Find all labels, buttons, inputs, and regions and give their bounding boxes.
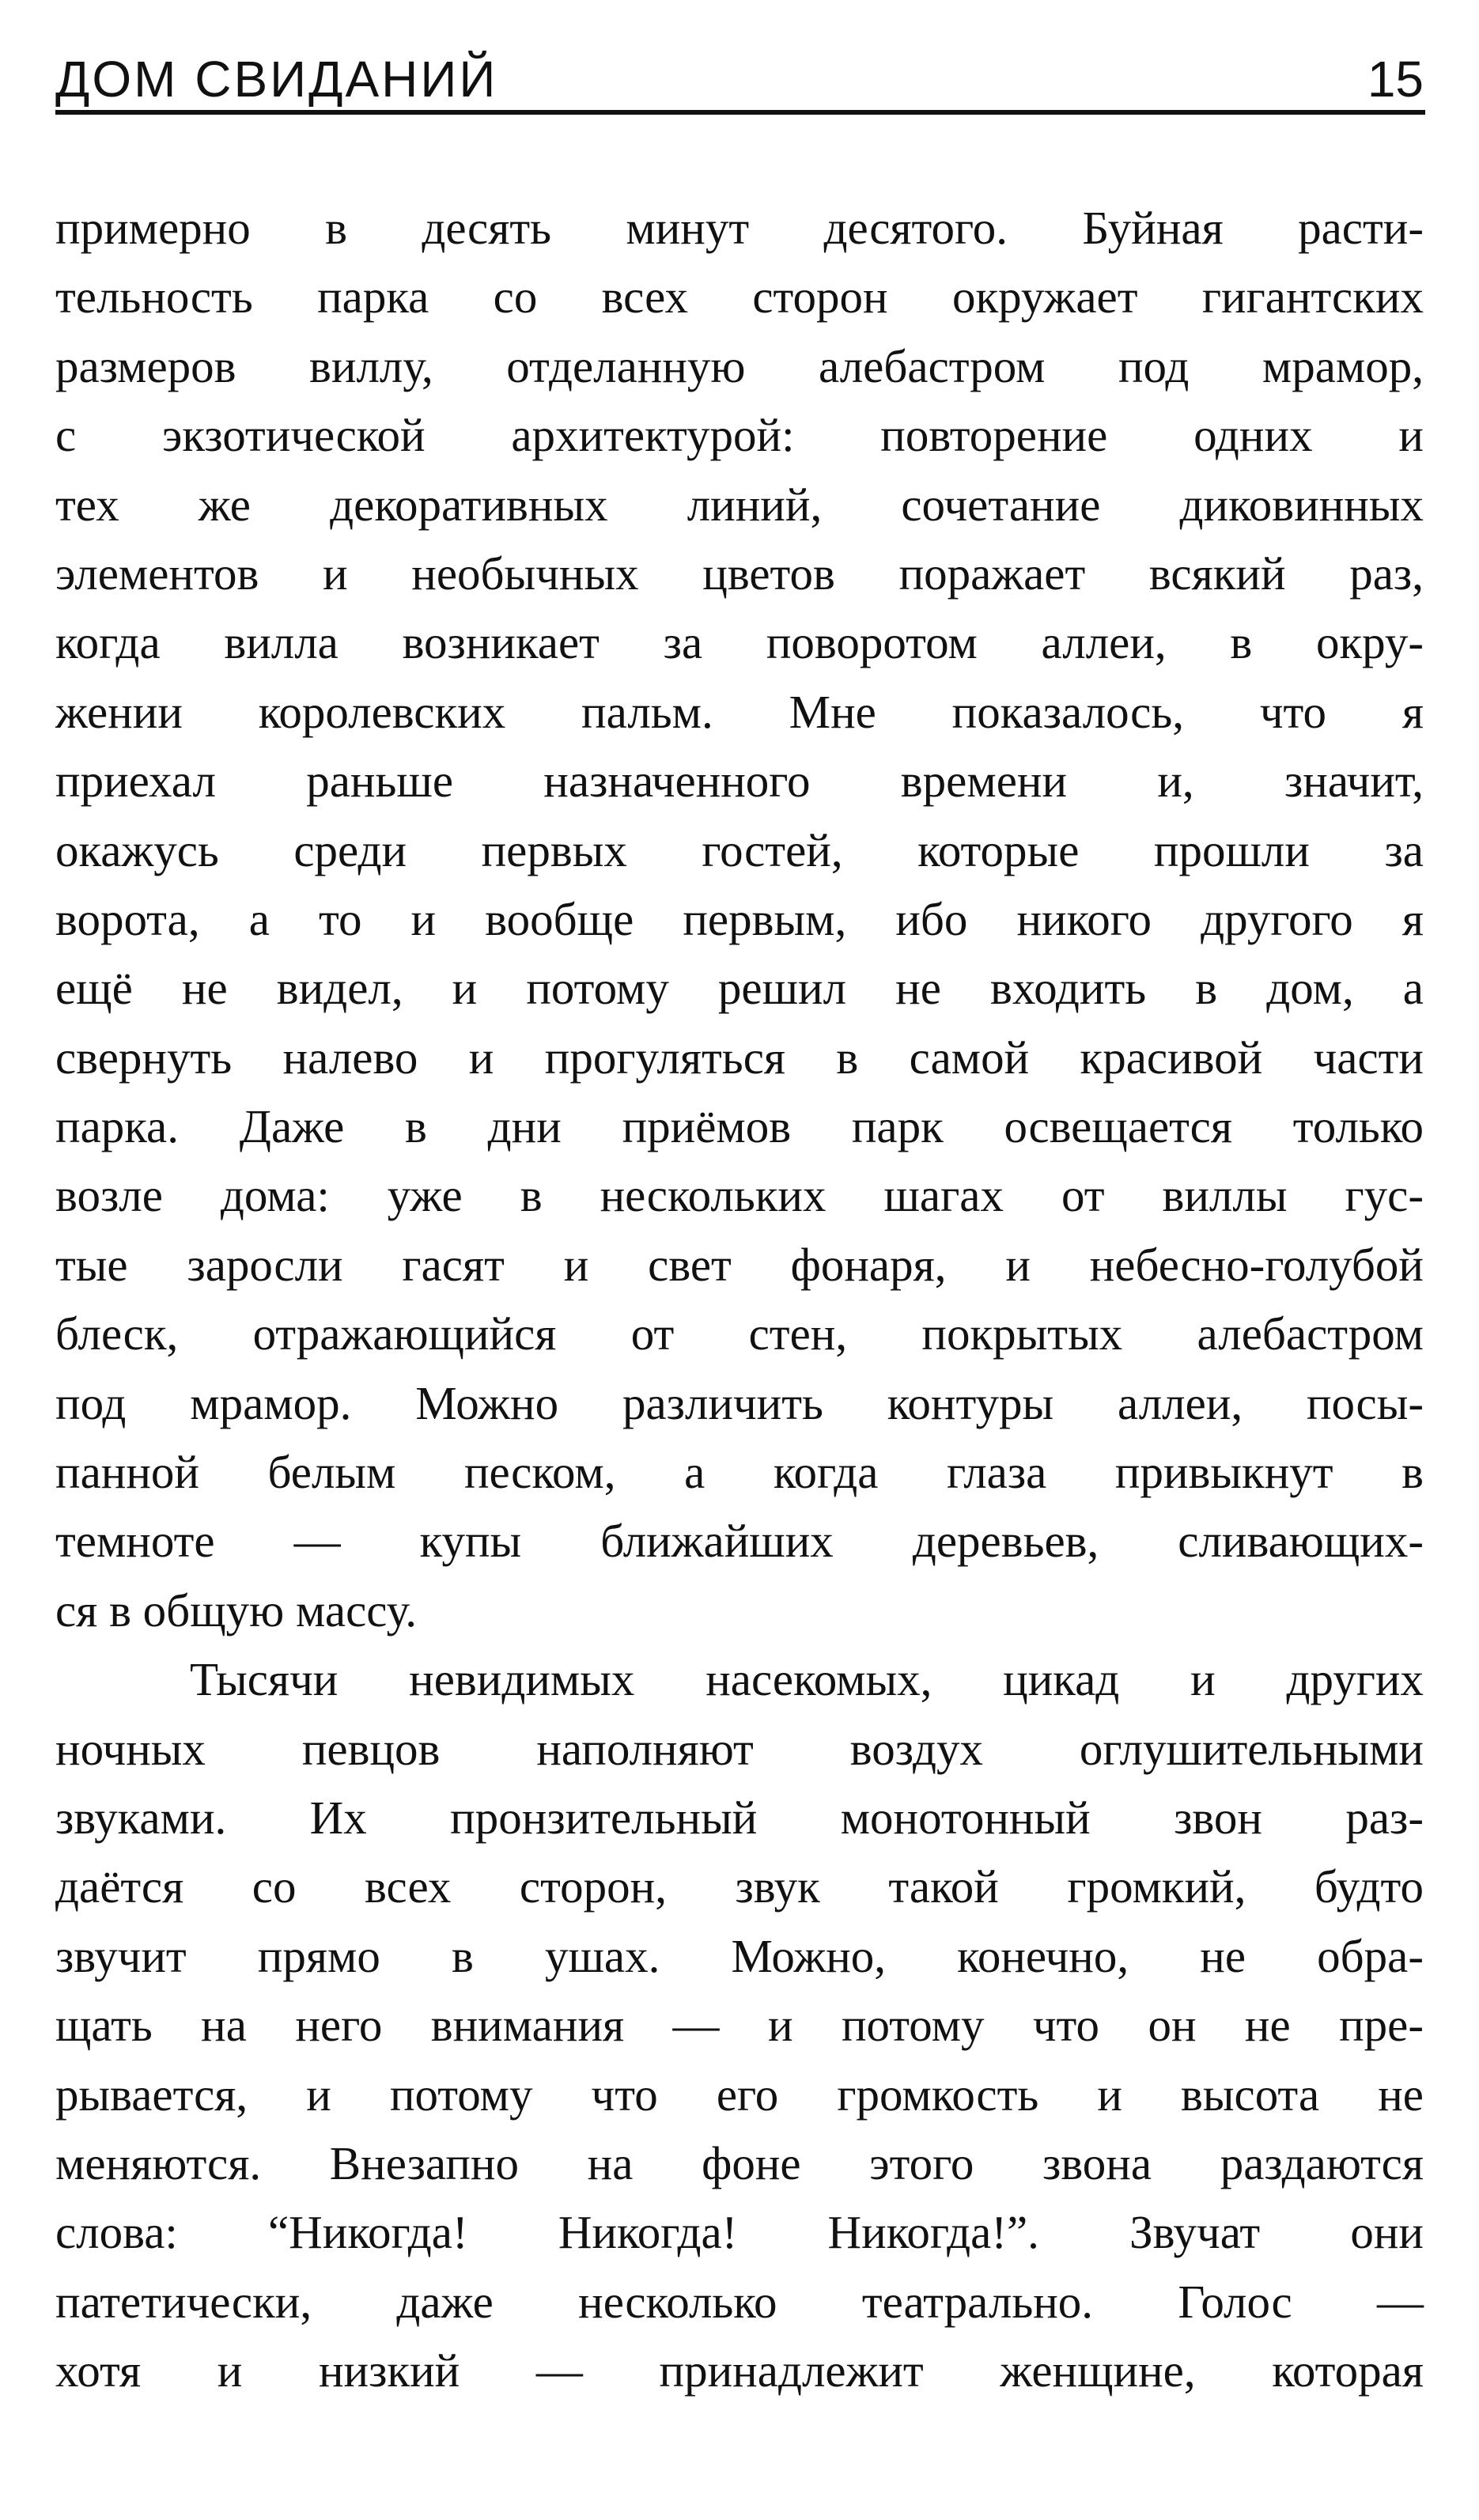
text-line: парка. Даже в дни приёмов парк освещается только (55, 1100, 1424, 1153)
text-line: звучит прямо в ушах. Можно, конечно, не обра- (55, 1929, 1424, 1982)
text-line: примерно в десять минут десятого. Буйная расти- (55, 202, 1424, 254)
text-line: тые заросли гасят и свет фонаря, и небесно-голубой (55, 1238, 1424, 1291)
text-line: элементов и необычных цветов поражает всякий раз, (55, 547, 1424, 600)
paragraph-first-line: Тысячи невидимых насекомых, цикад и других (190, 1653, 1424, 1706)
text-line: блеск, отражающийся от стен, покрытых алебастром (55, 1307, 1424, 1360)
text-line: ещё не видел, и потому решил не входить в дом, а (55, 962, 1424, 1015)
text-line: темноте — купы ближайших деревьев, сливающих- (55, 1515, 1424, 1568)
text-line: рывается, и потому что его громкость и высота не (55, 2068, 1424, 2121)
text-line: патетически, даже несколько театрально. Голос — (55, 2275, 1424, 2328)
running-head (55, 41, 1424, 117)
text-line: размеров виллу, отделанную алебастром под мрамор, (55, 339, 1424, 392)
body-text (55, 194, 1424, 2406)
text-line: окажусь среди первых гостей, которые прошли за (55, 823, 1424, 876)
text-line: приехал раньше назначенного времени и, значит, (55, 755, 1424, 808)
text-line: свернуть налево и прогуляться в самой красивой части (55, 1031, 1424, 1084)
text-line: панной белым песком, а когда глаза привыкнут в (55, 1446, 1424, 1499)
text-line: с экзотической архитектурой: повторение одних и (55, 409, 1424, 462)
text-line: слова: “Никогда! Никогда! Никогда!”. Звучат они (55, 2206, 1424, 2259)
page-number: 15 (1367, 51, 1424, 108)
text-line: хотя и низкий — принадлежит женщине, которая (55, 2344, 1424, 2397)
running-title: ДОМ СВИДАНИЙ (55, 51, 498, 108)
paragraph-end-line: ся в общую массу. (55, 1584, 418, 1636)
text-line: под мрамор. Можно различить контуры аллеи, посы- (55, 1376, 1424, 1429)
text-line: даётся со всех сторон, звук такой громкий, будто (55, 1860, 1424, 1913)
text-line: щать на него внимания — и потому что он не пре- (55, 1999, 1424, 2052)
text-line: меняются. Внезапно на фоне этого звона раздаются (55, 2136, 1424, 2189)
text-line: тех же декоративных линий, сочетание диковинных (55, 478, 1424, 531)
text-line: звуками. Их пронзительный монотонный звон раз- (55, 1791, 1424, 1844)
text-line: возле дома: уже в нескольких шагах от виллы гус- (55, 1169, 1424, 1222)
text-line: жении королевских пальм. Мне показалось, что я (55, 685, 1424, 738)
text-line: когда вилла возникает за поворотом аллеи, в окру- (55, 616, 1424, 669)
header-rule (55, 110, 1425, 115)
text-line: ночных певцов наполняют воздух оглушительными (55, 1722, 1424, 1775)
text-line: тельность парка со всех сторон окружает гигантских (55, 271, 1424, 324)
text-line: ворота, а то и вообще первым, ибо никого другого я (55, 892, 1424, 945)
